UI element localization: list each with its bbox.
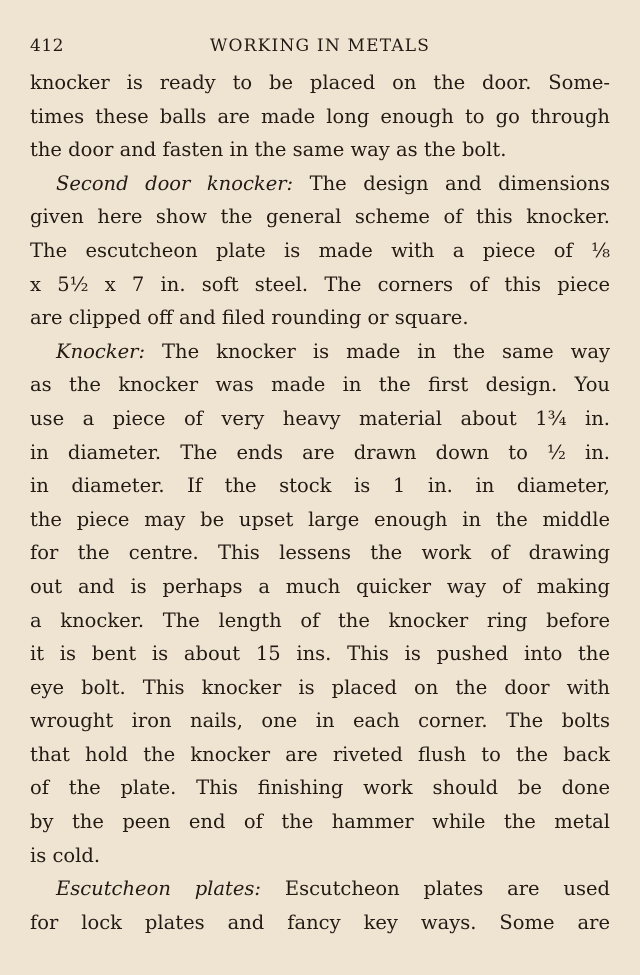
line-text: The design and dimensions	[293, 171, 610, 195]
page-number: 412	[30, 36, 64, 56]
text-line: out and is perhaps a much quicker way of making	[30, 574, 610, 598]
section-heading: Escutcheon plates:	[56, 877, 262, 901]
section-heading: Second door knocker:	[56, 171, 294, 195]
text-line: it is bent is about 15 ins. This is pushed into the	[30, 642, 610, 666]
text-line: wrought iron nails, one in each corner. The bolts	[30, 709, 610, 733]
text-line: given here show the general scheme of this knocker.	[30, 205, 610, 229]
text-line: the door and fasten in the same way as the bolt.	[30, 138, 507, 162]
text-line: The escutcheon plate is made with a piece of ⅛	[30, 238, 610, 262]
text-line	[30, 872, 610, 906]
text-line: that hold the knocker are riveted flush to the back	[30, 742, 610, 766]
line-text: The knocker is made in the same way	[145, 339, 610, 363]
text-line: in diameter. If the stock is 1 in. in diameter,	[30, 474, 610, 498]
text-line: knocker is ready to be placed on the door. Some-	[30, 71, 610, 94]
text-line: a knocker. The length of the knocker ring before	[30, 608, 610, 632]
text-line: for the centre. This lessens the work of drawing	[30, 541, 610, 565]
running-title: WORKING IN METALS	[209, 36, 431, 56]
text-line: x 5½ x 7 in. soft steel. The corners of this piece	[30, 272, 610, 296]
text-line: use a piece of very heavy material about 1¾ in.	[30, 406, 610, 430]
page-header	[30, 36, 610, 66]
body-text	[30, 66, 610, 939]
text-line: is cold.	[30, 843, 101, 867]
text-line: the piece may be upset large enough in the middle	[30, 507, 610, 531]
line-text: Escutcheon plates are used	[261, 877, 611, 901]
text-line: times these balls are made long enough to go through	[30, 104, 610, 128]
text-line: in diameter. The ends are drawn down to ½ in.	[30, 440, 610, 464]
text-line	[30, 167, 610, 201]
section-heading: Knocker:	[56, 339, 146, 363]
text-line	[30, 335, 610, 369]
text-line: for lock plates and fancy key ways. Some are	[30, 910, 610, 934]
text-line: of the plate. This finishing work should be done	[30, 776, 610, 800]
text-line: are clipped off and filed rounding or square.	[30, 306, 469, 330]
text-line: as the knocker was made in the first design. You	[30, 373, 610, 397]
text-line: by the peen end of the hammer while the metal	[30, 810, 610, 834]
text-line: eye bolt. This knocker is placed on the door with	[30, 675, 610, 699]
